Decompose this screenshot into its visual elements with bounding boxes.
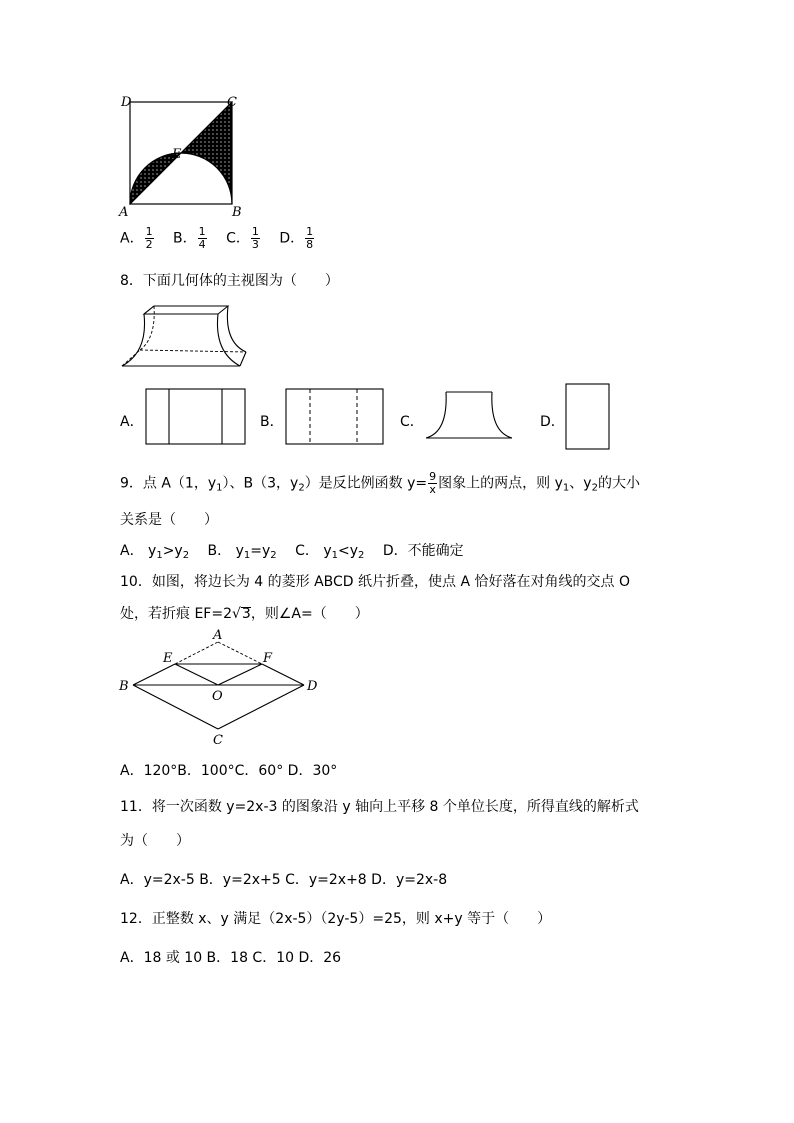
- q9-option-a: A． $y_1>y_2$: [120, 543, 190, 561]
- q7-label-d: D: [121, 95, 132, 110]
- q7-label-c: C: [227, 95, 237, 110]
- q7-option-a: A． $\frac{1}{2}$: [120, 225, 153, 251]
- q8-option-a-figure: [145, 388, 247, 446]
- q12-stem: 12．正整数 x、y 满足（2x-5）（2y-5）=25，则 x+y 等于（ ）: [120, 911, 552, 927]
- q10-label-o: O: [212, 689, 223, 704]
- q7-label-b: B: [232, 205, 242, 220]
- q8-option-a-label: A．: [120, 414, 144, 430]
- q11-options: A．y=2x-5 B．y=2x+5 C．y=2x+8 D．y=2x-8: [120, 872, 448, 888]
- q8-option-c-figure: [424, 390, 514, 442]
- q10-label-f: F: [263, 651, 273, 666]
- q10-stem-line1: 10．如图，将边长为 4 的菱形 ABCD 纸片折叠，使点 A 恰好落在对角线的交点 O: [120, 574, 630, 590]
- q10-label-c: C: [213, 733, 223, 748]
- q8-option-c-label: C．: [400, 414, 424, 430]
- q7-option-b: B． $\frac{1}{4}$: [173, 225, 206, 251]
- q9-option-d: D．不能确定: [382, 543, 464, 559]
- q9-option-c: C． $y_1<y_2$: [295, 543, 365, 561]
- q8-option-b-label: B．: [260, 414, 284, 430]
- q9-stem-line2: 关系是（ ）: [120, 512, 218, 528]
- q8-option-d-figure: [565, 383, 611, 451]
- q10-label-d: D: [307, 679, 318, 694]
- q10-options: A．120°B．100°C．60° D．30°: [120, 763, 338, 779]
- q9-options: [120, 540, 478, 561]
- q7-label-a: A: [119, 205, 129, 220]
- q7-option-c: C． $\frac{1}{3}$: [226, 225, 259, 251]
- q8-stem: 8．下面几何体的主视图为（ ）: [120, 273, 339, 289]
- q9-option-b: B． $y_1=y_2$: [207, 543, 277, 561]
- q7-option-d: D． $\frac{1}{8}$: [279, 225, 314, 251]
- q9-fraction: $\frac{9}{x}$: [429, 470, 437, 496]
- q10-figure: [115, 628, 325, 750]
- q7-label-e: E: [172, 147, 182, 162]
- q7-figure: [115, 92, 250, 220]
- q10-stem-line2: 处，若折痕 EF=2√3，则∠A=（ ）: [120, 606, 369, 622]
- q10-sqrt: 3: [241, 606, 251, 622]
- q8-solid-figure: [118, 302, 250, 372]
- q10-label-a: A: [213, 628, 223, 643]
- q10-label-b: B: [119, 679, 129, 694]
- q11-stem-line1: 11．将一次函数 y=2x-3 的图象沿 y 轴向上平移 8 个单位长度，所得直线的解析式: [120, 799, 639, 815]
- q12-options: A．18 或 10 B．18 C．10 D．26: [120, 950, 342, 966]
- q8-option-d-label: D．: [540, 414, 565, 430]
- q10-label-e: E: [163, 651, 173, 666]
- q7-options: [120, 226, 329, 251]
- q11-stem-line2: 为（ ）: [120, 833, 190, 849]
- q8-option-b-figure: [285, 388, 385, 446]
- q9-stem-line1: 9．点 A（1，$y_1$）、B（3，$y_2$）是反比例函数 y= $\frac{9}{x}$ 图象上的两点，则 $y_1$、$y_2$的大小: [120, 470, 640, 496]
